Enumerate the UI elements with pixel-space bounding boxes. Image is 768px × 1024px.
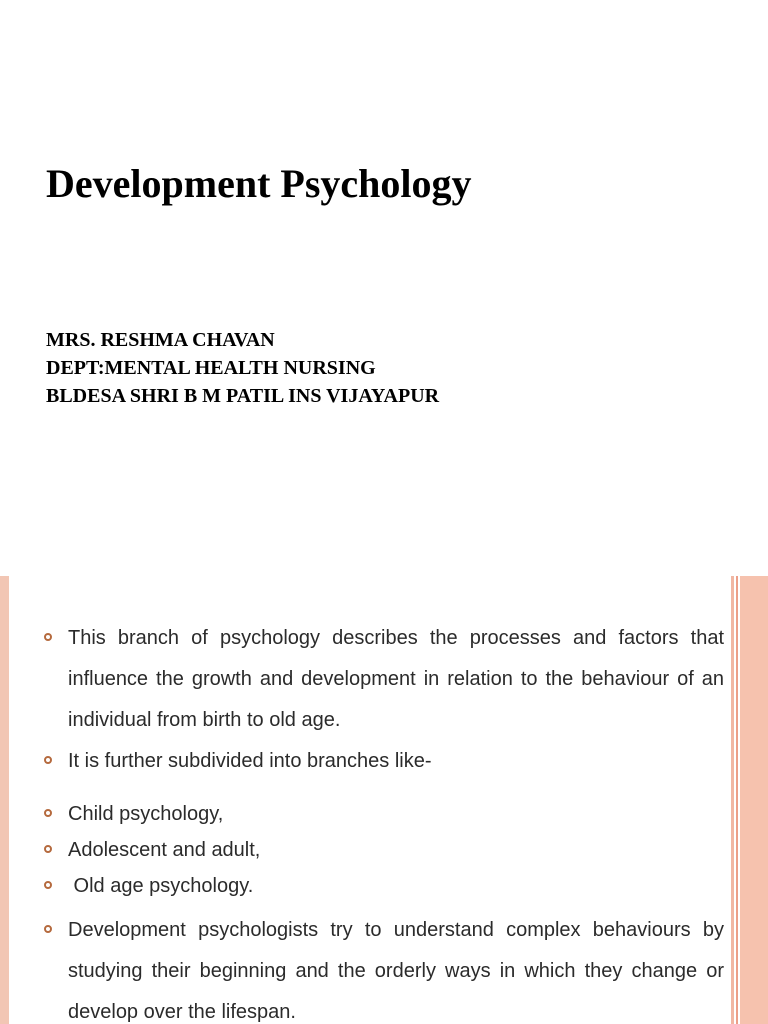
- list-item-text: It is further subdivided into branches like-: [68, 750, 432, 772]
- bullet-icon: [44, 756, 52, 764]
- content-slide: [0, 576, 768, 1024]
- list-item: [44, 618, 724, 741]
- list-item: [44, 741, 724, 782]
- author-institution: BLDESA SHRI B M PATIL INS VIJAYAPUR: [46, 385, 440, 407]
- slide-title: Development Psychology: [46, 161, 472, 206]
- left-decorative-border: [0, 576, 9, 1024]
- bullet-icon: [44, 809, 52, 817]
- list-item-text: This branch of psychology describes the processes and factors that influence the growth and development in relation to the behaviour of an individual from birth to old age.: [68, 627, 724, 731]
- author-name: MRS. RESHMA CHAVAN: [46, 329, 275, 351]
- author-info: [46, 326, 439, 410]
- author-department: DEPT:MENTAL HEALTH NURSING: [46, 357, 376, 379]
- list-item: [44, 796, 724, 832]
- list-item-text: Old age psychology.: [68, 875, 254, 897]
- bullet-icon: [44, 633, 52, 641]
- right-decorative-border: [731, 576, 768, 1024]
- bullet-list: [44, 618, 724, 1024]
- list-item-text: Development psychologists try to understand complex behaviours by studying their beginning and the orderly ways in which they change or develop over the lifespan.: [68, 919, 724, 1023]
- list-item-text: Adolescent and adult,: [68, 839, 261, 861]
- bullet-icon: [44, 845, 52, 853]
- list-item: [44, 832, 724, 868]
- list-item: [44, 910, 724, 1024]
- bullet-icon: [44, 925, 52, 933]
- list-item-text: Child psychology,: [68, 803, 224, 825]
- bullet-icon: [44, 881, 52, 889]
- list-item: [44, 868, 724, 904]
